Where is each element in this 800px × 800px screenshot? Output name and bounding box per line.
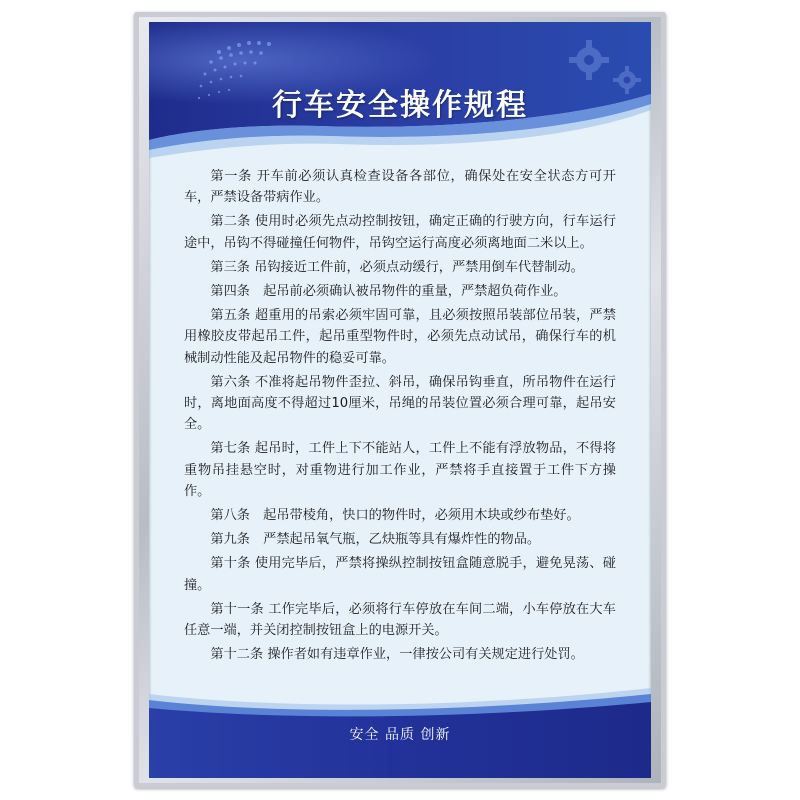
rule-item: 第三条 吊钩接近工件前，必须点动缓行，严禁用倒车代替制动。 bbox=[210, 259, 584, 275]
safety-sign bbox=[149, 22, 651, 778]
rule-item: 第七条 起吊时，工件上下不能站人，工件上不能有浮放物品，不得将重物吊挂悬空时，对重物进行加工作业，严禁将手直接置于工件下方操作。 bbox=[184, 441, 616, 499]
sign-title: 行车安全操作规程 bbox=[272, 88, 528, 123]
rule-item: 第九条 严禁起吊氧气瓶，乙炔瓶等具有爆炸性的物品。 bbox=[210, 532, 541, 548]
rule-item: 第十二条 操作者如有违章作业，一律按公司有关规定进行处罚。 bbox=[210, 647, 584, 663]
rule-item: 第十一条 工作完毕后，必须将行车停放在车间二端，小车停放在大车任意一端，并关闭控制按钮盒上的电源开关。 bbox=[184, 601, 616, 639]
rule-item: 第二条 使用时必须先点动控制按钮，确定正确的行驶方向，行车运行途中，吊钩不得碰撞任何物件，吊钩空运行高度必须离地面二米以上。 bbox=[184, 214, 616, 251]
footer-slogan: 安全 品质 创新 bbox=[349, 727, 451, 743]
rules-list bbox=[184, 166, 616, 668]
rule-item: 第一条 开车前必须认真检查设备各部位，确保处在安全状态方可开车，严禁设备带病作业。 bbox=[184, 169, 616, 206]
rule-item: 第六条 不准将起吊物件歪拉、斜吊，确保吊钩垂直，所吊物件在运行时，离地面高度不得超过10厘米，吊绳的吊装位置必须合理可靠，起吊安全。 bbox=[184, 374, 616, 433]
rule-item: 第四条 起吊前必须确认被吊物件的重量，严禁超负荷作业。 bbox=[210, 284, 567, 300]
rule-item: 第十条 使用完毕后，严禁将操纵控制按钮盒随意脱手，避免晃荡、碰撞。 bbox=[184, 556, 616, 593]
rule-item: 第八条 起吊带棱角，快口的物件时，必须用木块或纱布垫好。 bbox=[210, 508, 580, 524]
rule-item: 第五条 超重用的吊索必须牢固可靠，且必须按照吊装部位吊装，严禁用橡胶皮带起吊工件，起吊重型物件时，必须先点动试吊，确保行车的机械制动性能及起吊物件的稳妥可靠。 bbox=[184, 308, 616, 366]
